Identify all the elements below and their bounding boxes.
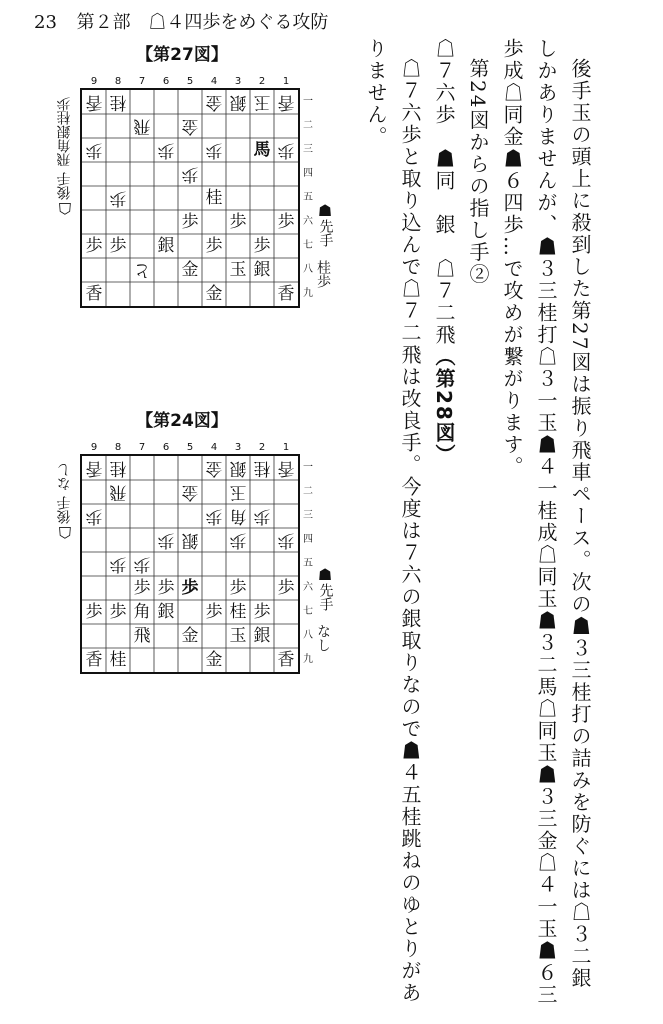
sente-piece: 香 — [277, 650, 295, 670]
rank-number: 七 — [303, 606, 313, 617]
figure-reference: （第28図） — [432, 346, 456, 466]
file-number: 7 — [138, 76, 146, 87]
sente-piece: 歩 — [181, 212, 199, 232]
body-text — [359, 38, 597, 1008]
sente-piece: 歩 — [205, 236, 223, 256]
gote-piece: 金 — [205, 92, 223, 112]
gote-piece: 飛 — [109, 482, 127, 502]
file-number: 5 — [186, 76, 194, 87]
gote-piece: 歩 — [277, 530, 295, 550]
gote-piece: 歩 — [133, 554, 151, 574]
file-number: 2 — [258, 442, 266, 453]
file-numbers — [80, 442, 296, 454]
file-number: 1 — [282, 442, 290, 453]
file-number: 8 — [114, 442, 122, 453]
rank-number: 三 — [303, 510, 313, 521]
rank-number: 四 — [303, 534, 313, 545]
gote-mark: ☖ — [57, 199, 73, 218]
shogi-board — [80, 454, 300, 674]
sente-piece: 歩 — [109, 602, 127, 622]
rank-number: 二 — [303, 120, 313, 131]
sente-piece: 歩 — [85, 602, 103, 622]
sente-label: 先手 — [317, 583, 334, 611]
gote-hand-pieces: 飛角銀桂歩 — [56, 97, 73, 167]
section-label: 第２部 — [76, 12, 131, 33]
gote-piece: 香 — [85, 458, 103, 478]
rank-number: 七 — [303, 240, 313, 251]
rank-number: 五 — [303, 192, 313, 203]
gote-piece: 歩 — [109, 554, 127, 574]
gote-piece: 角 — [229, 506, 247, 526]
sente-piece: 角 — [133, 602, 151, 622]
file-number: 7 — [138, 442, 146, 453]
gote-piece: 銀 — [229, 458, 247, 478]
rank-number: 四 — [303, 168, 313, 179]
sente-piece: 銀 — [157, 236, 175, 256]
gote-piece: 歩 — [253, 506, 271, 526]
gote-piece: 玉 — [253, 92, 271, 112]
gote-piece: 香 — [277, 92, 295, 112]
gote-piece: 金 — [181, 116, 199, 136]
file-number: 9 — [90, 442, 98, 453]
rank-number: 九 — [303, 654, 313, 665]
sente-hand — [314, 202, 336, 288]
file-number: 4 — [210, 76, 218, 87]
sente-piece: 銀 — [157, 602, 175, 622]
gote-piece: 桂 — [109, 92, 127, 112]
diagram-27 — [32, 40, 332, 340]
gote-piece: 歩 — [229, 530, 247, 550]
sente-piece: 歩 — [277, 212, 295, 232]
gote-piece: 歩 — [157, 530, 175, 550]
rank-number: 六 — [303, 216, 313, 227]
moves-sequence: ☖７六歩 ☗同 銀 ☖７二飛 — [432, 38, 456, 346]
gote-label: 後手 — [56, 496, 73, 524]
sente-piece: 歩 — [109, 236, 127, 256]
sente-piece: 歩 — [205, 602, 223, 622]
rank-number: 一 — [303, 96, 313, 107]
sente-piece: 金 — [181, 260, 199, 280]
sente-piece: 歩 — [157, 578, 175, 598]
moves-line — [427, 38, 461, 1008]
file-number: 8 — [114, 76, 122, 87]
page-header — [34, 8, 328, 34]
sente-piece: 歩 — [85, 236, 103, 256]
sente-piece: 玉 — [229, 260, 247, 280]
gote-piece: 歩 — [205, 506, 223, 526]
sente-hand-pieces: なし — [315, 624, 331, 652]
rank-number: 六 — [303, 582, 313, 593]
sente-mark: ☗ — [317, 565, 333, 584]
gote-piece: 歩 — [157, 140, 175, 160]
sente-label: 先手 — [317, 219, 334, 247]
sente-piece: 歩 — [229, 212, 247, 232]
sente-hand-pieces: 桂歩 — [315, 260, 331, 288]
file-number: 3 — [234, 442, 242, 453]
sente-piece: 歩 — [253, 602, 271, 622]
file-number: 9 — [90, 76, 98, 87]
gote-piece: 歩 — [109, 188, 127, 208]
sente-piece: 歩 — [181, 578, 199, 598]
rank-numbers — [301, 90, 315, 306]
rank-number: 九 — [303, 288, 313, 299]
paragraph-1: 後手玉の頭上に殺到した第27図は振り飛車ペース。次の☗３三桂打の詰みを防ぐには☖３二銀しかありませんが、☗３三桂打☖３一玉☗４一桂成☖同玉☗３二馬☖同玉☗３三金☖４一玉☗６三歩成☖同金☗６四歩…で攻めが繋がります。 — [500, 38, 592, 1006]
sente-piece: 金 — [181, 626, 199, 646]
rank-numbers — [301, 456, 315, 672]
sente-piece: 桂 — [205, 188, 223, 208]
sente-mark: ☗ — [317, 201, 333, 220]
file-number: 5 — [186, 442, 194, 453]
gote-piece: 金 — [181, 482, 199, 502]
file-number: 3 — [234, 76, 242, 87]
rank-number: 三 — [303, 144, 313, 155]
gote-piece: 金 — [205, 458, 223, 478]
sente-piece: 香 — [277, 284, 295, 304]
sente-piece: 金 — [205, 650, 223, 670]
file-number: 4 — [210, 442, 218, 453]
gote-piece: 歩 — [85, 140, 103, 160]
shogi-board — [80, 88, 300, 308]
gote-piece: 歩 — [277, 140, 295, 160]
file-numbers — [80, 76, 296, 88]
gote-label: 後手 — [56, 172, 73, 200]
diagram-24 — [32, 406, 332, 706]
file-number: 6 — [162, 442, 170, 453]
rank-number: 五 — [303, 558, 313, 569]
sente-piece: 馬 — [253, 140, 271, 160]
gote-hand-pieces: なし — [56, 463, 73, 491]
sente-piece: 銀 — [253, 626, 271, 646]
rank-number: 二 — [303, 486, 313, 497]
rank-number: 一 — [303, 462, 313, 473]
gote-piece: 飛 — [133, 116, 151, 136]
gote-piece: 歩 — [181, 164, 199, 184]
gote-piece: と — [133, 260, 151, 280]
gote-piece: 香 — [277, 458, 295, 478]
diagram-title: 【第27図】 — [136, 45, 228, 65]
chapter-title: ☖４四歩をめぐる攻防 — [148, 12, 329, 33]
moves-heading: 第24図からの指し手② — [466, 58, 490, 286]
sente-piece: 香 — [85, 284, 103, 304]
rank-number: 八 — [303, 264, 313, 275]
gote-piece: 歩 — [205, 140, 223, 160]
paragraph-2: ☖７六歩と取り込んで☖７二飛は改良手。今度は７六の銀取りなので☗４五桂跳ねのゆとりがありません。 — [364, 38, 422, 1004]
sente-piece: 歩 — [277, 578, 295, 598]
sente-piece: 桂 — [229, 602, 247, 622]
sente-piece: 飛 — [133, 626, 151, 646]
gote-piece: 銀 — [229, 92, 247, 112]
sente-piece: 玉 — [229, 626, 247, 646]
sente-piece: 銀 — [253, 260, 271, 280]
gote-piece: 香 — [85, 92, 103, 112]
gote-hand — [54, 92, 76, 217]
file-number: 1 — [282, 76, 290, 87]
gote-hand — [54, 458, 76, 541]
sente-piece: 歩 — [133, 578, 151, 598]
file-number: 6 — [162, 76, 170, 87]
sente-piece: 歩 — [253, 236, 271, 256]
gote-piece: 玉 — [229, 482, 247, 502]
gote-piece: 桂 — [109, 458, 127, 478]
gote-piece: 歩 — [85, 506, 103, 526]
gote-piece: 桂 — [253, 458, 271, 478]
sente-piece: 歩 — [229, 578, 247, 598]
sente-piece: 金 — [205, 284, 223, 304]
file-number: 2 — [258, 76, 266, 87]
gote-piece: 銀 — [181, 530, 199, 550]
rank-number: 八 — [303, 630, 313, 641]
sente-piece: 香 — [85, 650, 103, 670]
diagram-title: 【第24図】 — [136, 411, 228, 431]
sente-hand — [314, 566, 336, 652]
page-number: 23 — [34, 12, 57, 33]
sente-piece: 桂 — [109, 650, 127, 670]
gote-mark: ☖ — [57, 523, 73, 542]
